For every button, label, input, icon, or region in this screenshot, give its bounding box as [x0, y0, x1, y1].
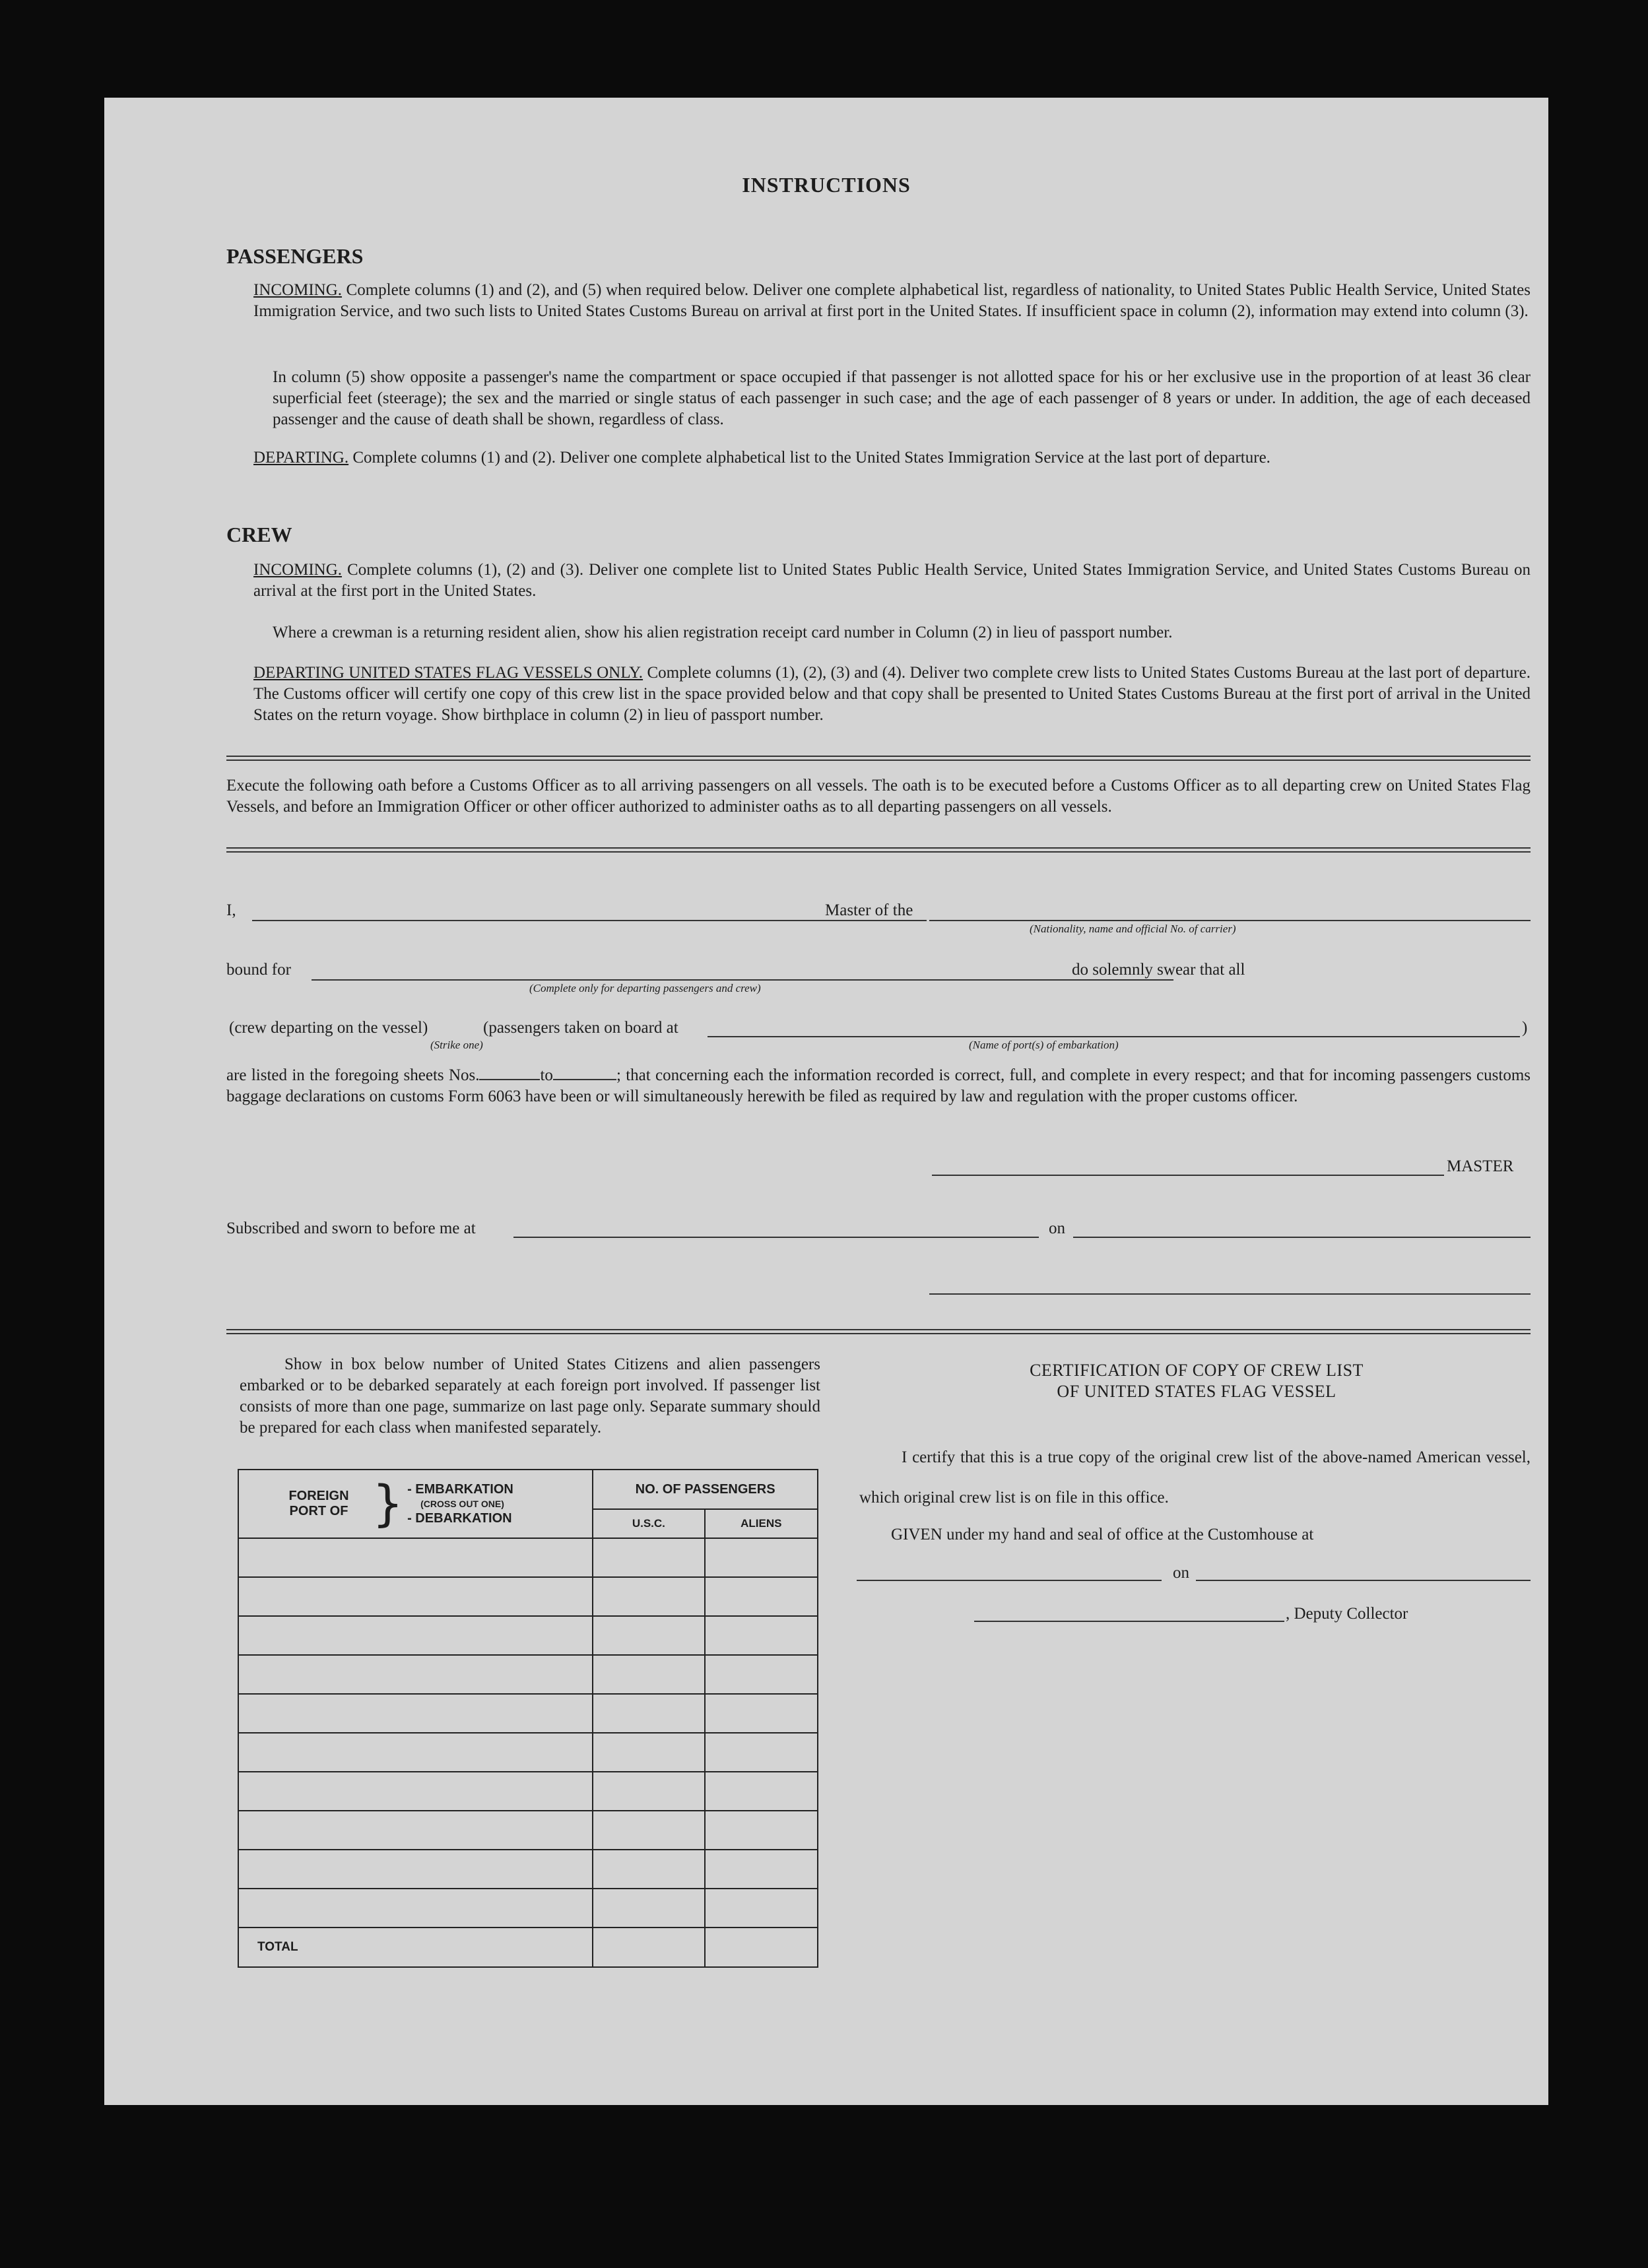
nationality-hint: (Nationality, name and official No. of carrier)	[1030, 923, 1236, 935]
swear-label: do solemnly swear that all	[1072, 961, 1245, 979]
aliens-header: ALIENS	[705, 1509, 818, 1538]
no-of-passengers-header: NO. OF PASSENGERS	[593, 1470, 818, 1509]
aliens-cell[interactable]	[705, 1655, 818, 1694]
aliens-cell[interactable]	[705, 1616, 818, 1655]
debarkation-label: - DEBARKATION	[407, 1511, 512, 1526]
aliens-cell[interactable]	[705, 1538, 818, 1577]
usc-cell[interactable]	[593, 1694, 704, 1733]
port-header-cell	[238, 1470, 593, 1538]
document-page	[104, 98, 1548, 2105]
crew-incoming-paragraph	[253, 560, 1531, 602]
passengers-departing-label: DEPARTING.	[253, 449, 349, 467]
crew-departing-text: Complete columns (1), (2), (3) and (4). Deliver two complete crew lists to United States Customs Bureau at the last port of departure. The Customs officer will certify one copy of this crew list in the space provided below and that copy shall be presented to United States Customs Bureau at the first port of arrival in the United States on the return voyage. Show birthplace in column (2) in lieu of passport number.	[253, 664, 1531, 724]
table-row	[238, 1733, 818, 1772]
bound-for-line[interactable]	[312, 979, 1173, 981]
usc-cell[interactable]	[593, 1538, 704, 1577]
total-aliens-cell[interactable]	[705, 1928, 818, 1967]
port-cell[interactable]	[238, 1850, 593, 1889]
subscribed-on-label: on	[1049, 1219, 1065, 1237]
port-cell[interactable]	[238, 1538, 593, 1577]
port-cell[interactable]	[238, 1889, 593, 1928]
passengers-incoming-text: Complete columns (1) and (2), and (5) when required below. Deliver one complete alphabetical list, regardless of nationality, to United States Public Health Service, United States Immigration Service, and two such lists to United States Customs Bureau on arrival at first port in the United States. If insufficient space in column (2), information may extend into column (3).	[253, 281, 1531, 320]
carrier-line[interactable]	[929, 920, 1531, 921]
port-cell[interactable]	[238, 1577, 593, 1616]
subscribed-date-line[interactable]	[1073, 1237, 1531, 1238]
oath-i-label: I,	[226, 901, 236, 919]
passengers-column5-paragraph: In column (5) show opposite a passenger's name the compartment or space occupied if that passenger is not allotted space for his or her exclusive use in the proportion of at least 36 clear superficial feet (steerage); the sex and the married or single status of each passenger in such case; and the age of each passenger of 8 years or under. In addition, the age of each deceased passenger and the cause of death shall be shown, regardless of class.	[273, 368, 1531, 428]
ports-hint: (Name of port(s) of embarkation)	[969, 1039, 1119, 1051]
aliens-cell[interactable]	[705, 1850, 818, 1889]
subscribed-place-line[interactable]	[513, 1237, 1039, 1238]
passengers-heading: PASSENGERS	[226, 244, 364, 268]
port-cell[interactable]	[238, 1733, 593, 1772]
ports-line[interactable]	[708, 1036, 1520, 1037]
table-row	[238, 1772, 818, 1811]
certification-on-label: on	[1173, 1564, 1189, 1582]
subscribed-label: Subscribed and sworn to before me at	[226, 1219, 476, 1237]
master-of-the-label: Master of the	[825, 901, 913, 919]
master-signature-line[interactable]	[932, 1175, 1444, 1176]
certification-title-1: CERTIFICATION OF COPY OF CREW LIST	[1030, 1361, 1364, 1380]
bound-for-label: bound for	[226, 961, 291, 979]
listed-paragraph: are listed in the foregoing sheets Nos. to ; that concerning each the information recorded is correct, full, and complete in every respect; and that for incoming passengers customs baggage declarations on customs Form 6063 have been or will simultaneously herewith be filed as required by law and regulation with the proper customs officer.	[226, 1066, 1531, 1105]
usc-header: U.S.C.	[593, 1509, 704, 1538]
aliens-cell[interactable]	[705, 1577, 818, 1616]
passengers-taken-option: (passengers taken on board at	[483, 1019, 678, 1037]
embarkation-label: - EMBARKATION	[407, 1482, 513, 1497]
usc-cell[interactable]	[593, 1655, 704, 1694]
crew-incoming-text: Complete columns (1), (2) and (3). Deliver one complete list to United States Public Health Service, United States Immigration Service, and United States Customs Bureau on arrival at the first port in the United States.	[253, 561, 1531, 600]
passengers-incoming-paragraph	[253, 280, 1531, 322]
officer-signature-line[interactable]	[929, 1293, 1531, 1295]
port-cell[interactable]	[238, 1616, 593, 1655]
crew-departing-label: DEPARTING UNITED STATES FLAG VESSELS ONLY.	[253, 664, 643, 682]
passengers-incoming-label: INCOMING.	[253, 281, 343, 299]
certification-title-2: OF UNITED STATES FLAG VESSEL	[1057, 1382, 1336, 1401]
table-row	[238, 1655, 818, 1694]
crew-heading: CREW	[226, 523, 292, 546]
complete-only-hint: (Complete only for departing passengers and crew)	[529, 982, 761, 994]
usc-cell[interactable]	[593, 1733, 704, 1772]
usc-cell[interactable]	[593, 1772, 704, 1811]
cross-out-label: (CROSS OUT ONE)	[420, 1499, 504, 1509]
usc-cell[interactable]	[593, 1889, 704, 1928]
table-row	[238, 1811, 818, 1850]
given-label: GIVEN under my hand and seal of office at the Customhouse at	[891, 1526, 1314, 1543]
total-usc-cell[interactable]	[593, 1928, 704, 1967]
section-divider	[226, 1329, 1531, 1334]
certification-date-line[interactable]	[1196, 1580, 1531, 1581]
master-name-line[interactable]	[252, 920, 927, 921]
oath-instruction: Execute the following oath before a Customs Officer as to all arriving passengers on all vessels. The oath is to be executed before a Customs Officer as to all departing crew on United States Flag Vessels, and before an Immigration Officer or other officer authorized to administer oaths as to all departing passengers on all vessels.	[226, 777, 1531, 816]
passengers-departing-text: Complete columns (1) and (2). Deliver one complete alphabetical list to the United States Immigration Service at the last port of departure.	[352, 449, 1270, 467]
aliens-cell[interactable]	[705, 1811, 818, 1850]
aliens-cell[interactable]	[705, 1772, 818, 1811]
master-label: MASTER	[1447, 1157, 1514, 1175]
table-body	[238, 1538, 818, 1928]
customhouse-line[interactable]	[857, 1580, 1162, 1581]
aliens-cell[interactable]	[705, 1733, 818, 1772]
port-cell[interactable]	[238, 1772, 593, 1811]
crew-resident-paragraph: Where a crewman is a returning resident alien, show his alien registration receipt card number in Column (2) in lieu of passport number.	[273, 624, 1173, 641]
usc-cell[interactable]	[593, 1616, 704, 1655]
table-row	[238, 1616, 818, 1655]
deputy-collector-label: , Deputy Collector	[1286, 1605, 1408, 1623]
crew-departing-option: (crew departing on the vessel)	[229, 1019, 428, 1037]
port-cell[interactable]	[238, 1655, 593, 1694]
passengers-departing-paragraph	[253, 447, 1531, 469]
aliens-cell[interactable]	[705, 1889, 818, 1928]
aliens-cell[interactable]	[705, 1694, 818, 1733]
strike-one-hint: (Strike one)	[430, 1039, 483, 1051]
certification-text: I certify that this is a true copy of the original crew list of the above-named American vessel, which original crew list is on file in this office.	[859, 1448, 1531, 1507]
crew-incoming-label: INCOMING.	[253, 561, 343, 579]
port-cell[interactable]	[238, 1811, 593, 1850]
brace-icon: }	[372, 1475, 404, 1532]
usc-cell[interactable]	[593, 1577, 704, 1616]
table-row	[238, 1577, 818, 1616]
close-paren: )	[1522, 1019, 1528, 1037]
page-title: INSTRUCTIONS	[742, 173, 911, 197]
foreign-port-of-label: FOREIGN PORT OF	[288, 1489, 349, 1518]
total-label: TOTAL	[238, 1928, 593, 1967]
table-row	[238, 1889, 818, 1928]
table-row	[238, 1694, 818, 1733]
crew-departing-paragraph	[253, 663, 1531, 726]
sheet-from-line[interactable]	[479, 1067, 540, 1080]
section-divider	[226, 847, 1531, 853]
summary-instruction: Show in box below number of United States Citizens and alien passengers embarked or to be debarked separately at each foreign port involved. If passenger list consists of more than one page, summarize on last page only. Separate summary should be prepared for each class when manifested separately.	[240, 1355, 820, 1437]
usc-cell[interactable]	[593, 1811, 704, 1850]
deputy-signature-line[interactable]	[974, 1621, 1284, 1622]
passenger-summary-table	[238, 1469, 818, 1968]
sheet-to-line[interactable]	[553, 1067, 616, 1080]
table-row	[238, 1850, 818, 1889]
section-divider	[226, 756, 1531, 761]
port-cell[interactable]	[238, 1694, 593, 1733]
table-row	[238, 1538, 818, 1577]
usc-cell[interactable]	[593, 1850, 704, 1889]
